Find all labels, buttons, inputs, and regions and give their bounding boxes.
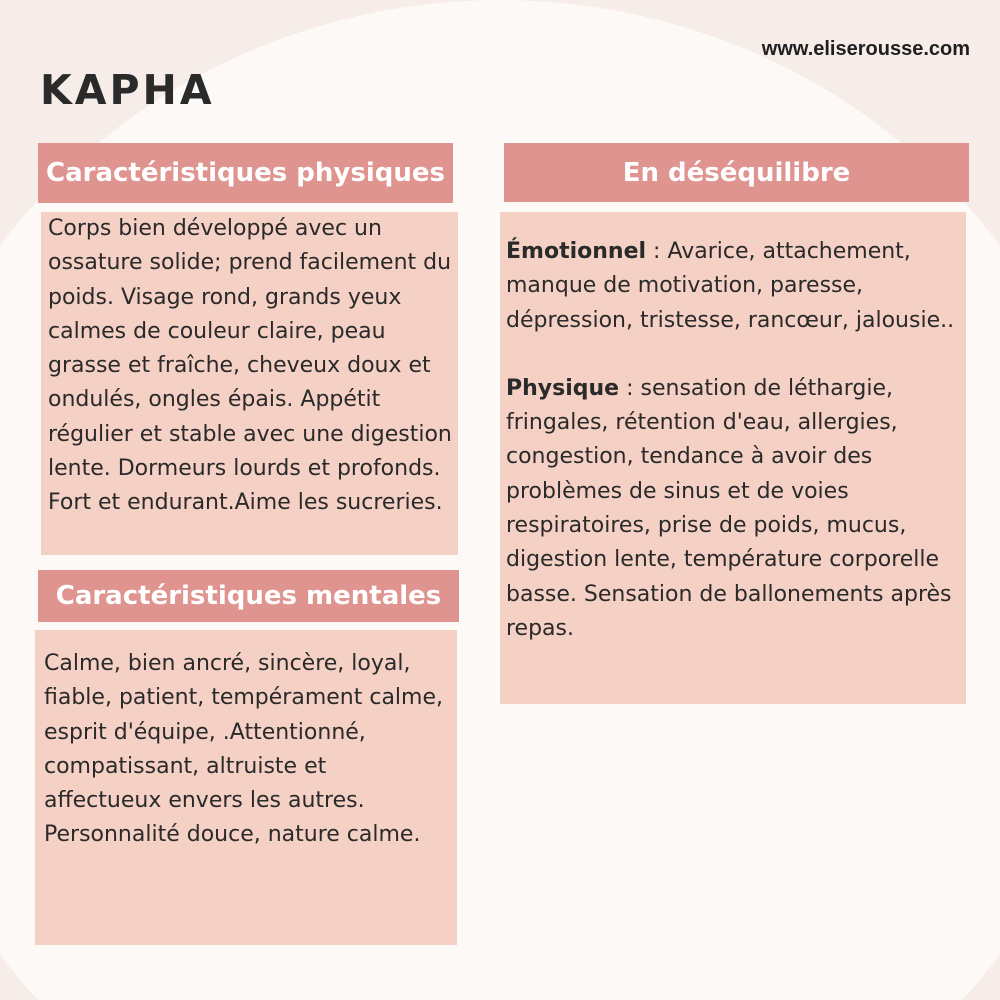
mental-characteristics-box [35,630,457,945]
site-url[interactable]: www.eliserousse.com [761,38,970,60]
mental-characteristics-heading [38,570,459,622]
physical-separator: : [619,375,641,401]
physical-characteristics-heading [38,143,453,203]
mental-characteristics-text: Calme, bien ancré, sincère, loyal, fiable, patient, tempérament calme, esprit d'équipe, .Attentionné, compatissant, altruiste et affectueux envers les autres. Personnalité douce, nature calme. [44,651,444,848]
emotional-text: Avarice, attachement, manque de motivation, paresse, dépression, tristesse, rancœur, jalousie.. [506,239,955,333]
physical-text: sensation de léthargie, fringales, rétention d'eau, allergies, congestion, tendance à avoir des problèmes de sinus et de voies respiratoires, prise de poids, mucus, digestion lente, température corporelle basse. Sensation de ballonements après repas. [506,375,952,641]
physical-characteristics-text: Corps bien développé avec un ossature solide; prend facilement du poids. Visage rond, grands yeux calmes de couleur claire, peau grasse et fraîche, cheveux doux et ondulés, ongles épais. Appétit régulier et stable avec une digestion lente. Dormeurs lourds et profonds. Fort et endurant.Aime les sucreries. [48,216,452,516]
imbalance-physical-paragraph [506,372,960,646]
imbalance-heading [504,143,969,202]
paragraph-spacer [506,338,960,372]
imbalance-heading-label: En déséquilibre [622,157,851,188]
physical-characteristics-heading-label: Caractéristiques physiques [46,158,445,188]
emotional-separator: : [646,239,668,264]
page-title: KAPHA [40,66,215,114]
imbalance-box [500,212,966,704]
physical-characteristics-box [41,212,458,555]
emotional-label: Émotionnel [506,239,647,264]
imbalance-emotional-paragraph [506,235,960,338]
mental-characteristics-heading-label: Caractéristiques mentales [55,581,442,611]
physical-label: Physique [506,375,620,401]
